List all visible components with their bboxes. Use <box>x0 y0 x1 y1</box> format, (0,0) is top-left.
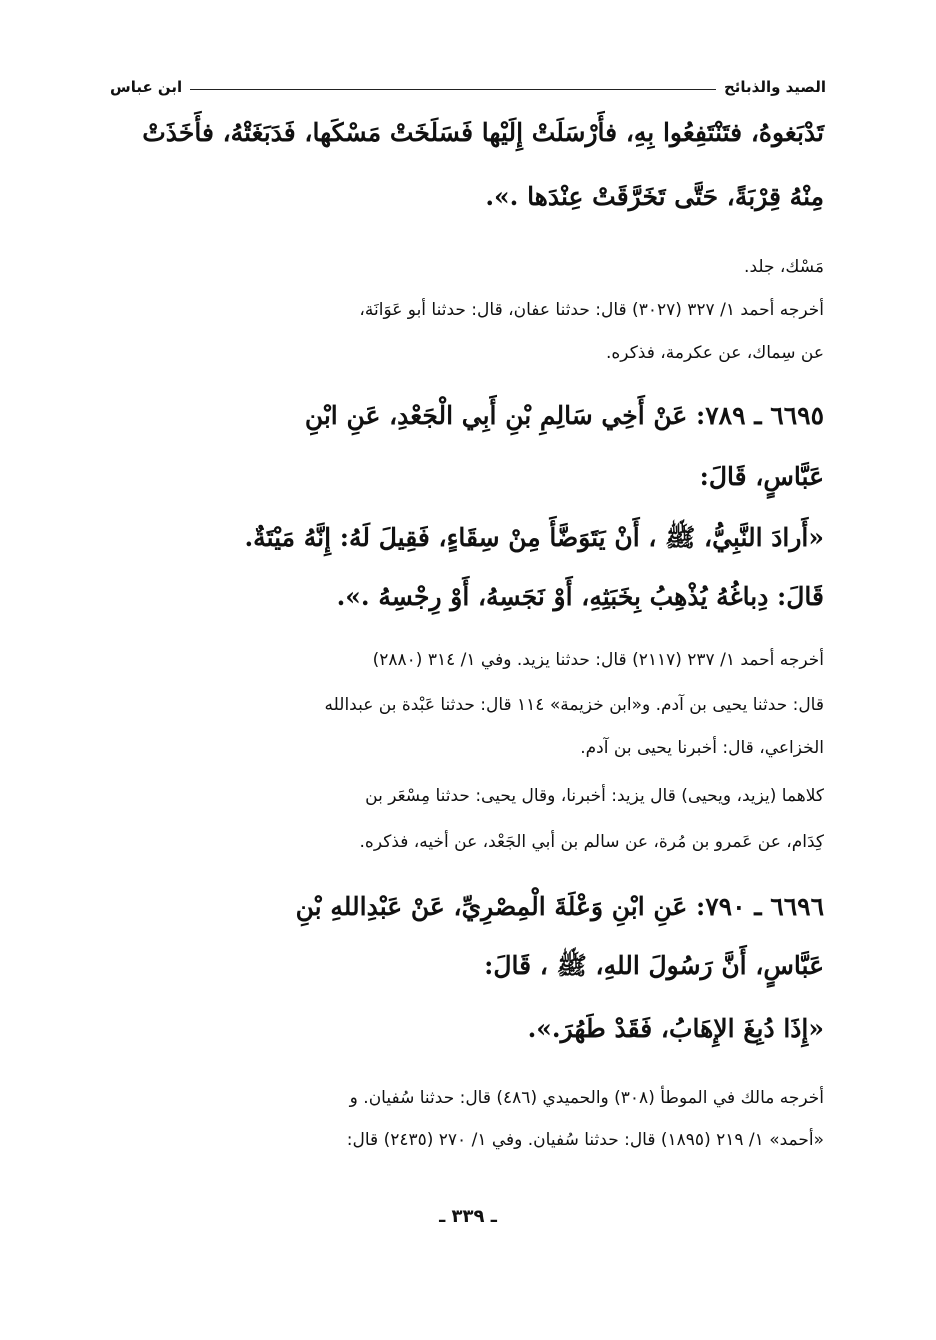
header-rule <box>190 89 716 90</box>
citation-line: قال: حدثنا يحيى بن آدم. و«ابن خزيمة» ١١٤ قال: حدثنا عَبْدة بن عبدالله <box>324 695 824 715</box>
hadith-heading-line: ٦٦٩٥ ـ ٧٨٩: عَنْ أَخِي سَالِمِ بْنِ أَبِي الْجَعْدِ، عَنِ ابْنِ <box>304 401 824 430</box>
running-header <box>110 68 826 96</box>
citation-line: عن سِماك، عن عكرمة، فذكره. <box>606 343 824 363</box>
citation-line: أخرجه أحمد ١/ ٣٢٧ (٣٠٢٧) قال: حدثنا عفان، قال: حدثنا أبو عَوَانَة، <box>359 300 824 320</box>
citation-line: كِدَام، عن عَمرو بن مُرة، عن سالم بن أبي الجَعْد، عن أخيه، فذكره. <box>359 832 824 852</box>
hadith-text-line: قَالَ: دِباغُهُ يُذْهِبُ بِخَبَثِهِ، أَوْ نَجَسِهُ، أَوْ رِجْسِهُ .». <box>336 582 824 611</box>
page-number: ـ ٣٣٩ ـ <box>439 1206 497 1227</box>
text-line: عَبَّاسٍ، أَنَّ رَسُولَ اللهِ، ﷺ ، قَالَ: <box>484 951 824 980</box>
hadith-text-line: «أَرادَ النَّبِيُّ، ﷺ ، أَنْ يَتَوَضَّأَ مِنْ سِقَاءٍ، فَقِيلَ لَهُ: إِنَّهُ مَيْتَةٌ. <box>244 523 824 552</box>
note-line: مَسْك، جلد. <box>744 257 824 277</box>
text-line: تَدْبَغوهُ، فتَنْتَفِعُوا بِهِ، فأَرْسَلَتْ إِلَيْها فَسَلَخَتْ مَسْكَها، فَدَبَغَتْهُ، فأَخَذَتْ <box>142 118 824 147</box>
text-line: مِنْهُ قِرْبَةً، حَتَّى تَخَرَّقَتْ عِنْدَها .». <box>485 182 824 211</box>
citation-line: كلاهما (يزيد، ويحيى) قال يزيد: أخبرنا، وقال يحيى: حدثنا مِسْعَر بن <box>365 786 824 806</box>
citation-line: أخرجه مالك في الموطأ (٣٠٨) والحميدي (٤٨٦) قال: حدثنا سُفيان. و <box>349 1088 824 1108</box>
citation-line: الخزاعي، قال: أخبرنا يحيى بن آدم. <box>580 738 824 758</box>
text-line: عَبَّاسٍ، قَالَ: <box>699 462 824 491</box>
section-title: ابن عباس <box>110 78 183 96</box>
citation-line: «أحمد» ١/ ٢١٩ (١٨٩٥) قال: حدثنا سُفيان. وفي ١/ ٢٧٠ (٢٤٣٥) قال: <box>346 1130 824 1150</box>
hadith-text-line: «إِذَا دُبِغَ الإِهَابُ، فَقَدْ طَهُرَ.». <box>527 1014 824 1043</box>
hadith-heading-line: ٦٦٩٦ ـ ٧٩٠: عَنِ ابْنِ وَعْلَةَ الْمِصْرِيِّ، عَنْ عَبْدِاللهِ بْنِ <box>295 892 824 921</box>
citation-line: أخرجه أحمد ١/ ٢٣٧ (٢١١٧) قال: حدثنا يزيد. وفي ١/ ٣١٤ (٢٨٨٠) <box>372 650 824 670</box>
chapter-title: الصيد والذبائح <box>723 78 826 96</box>
